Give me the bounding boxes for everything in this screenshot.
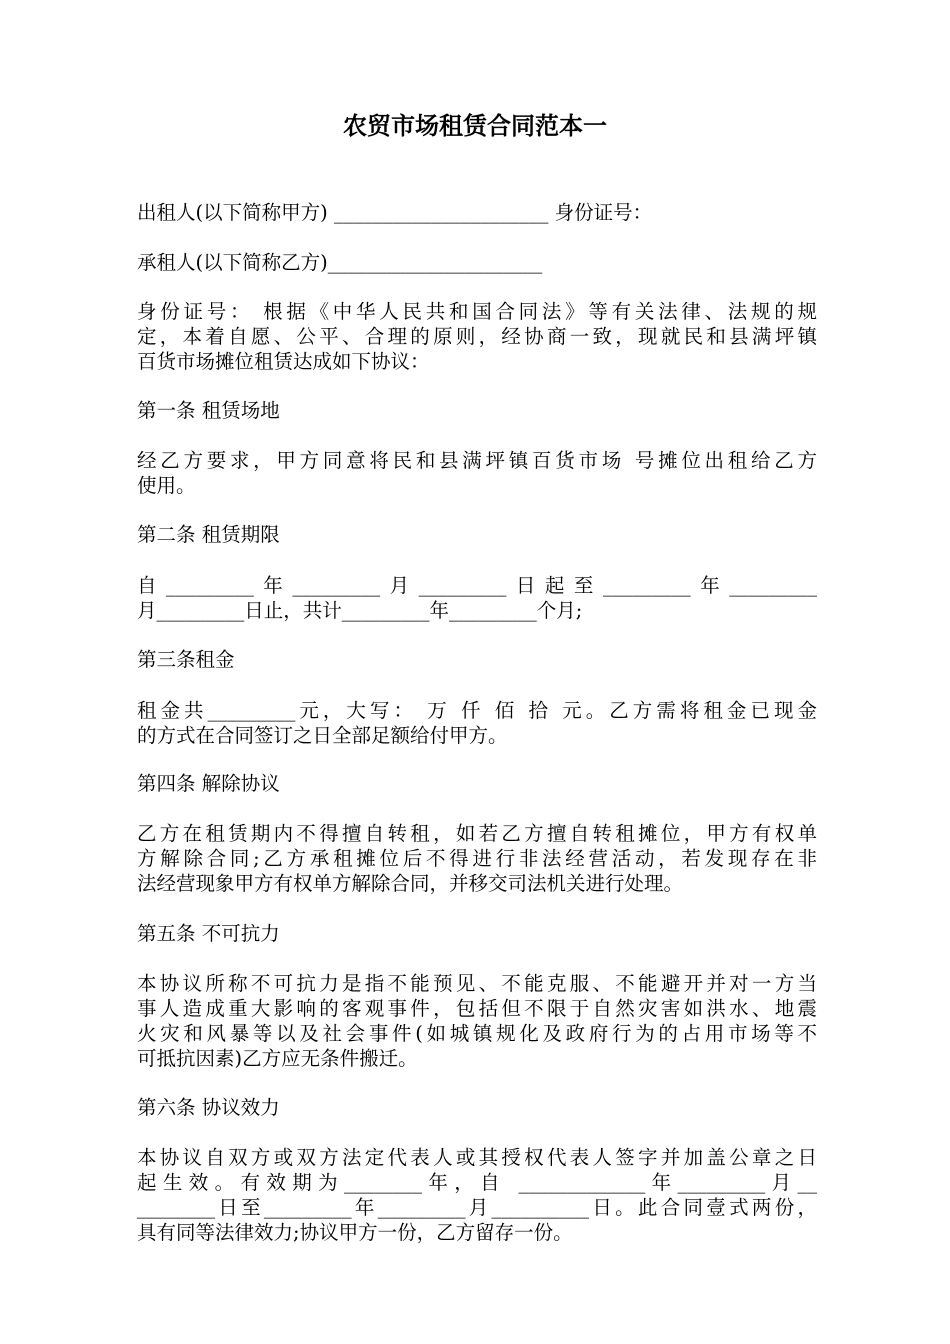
article4-heading-text: 第四条 解除协议 (137, 772, 280, 795)
article3-heading (137, 647, 817, 672)
article2-line-1: 自_________年_________月_________日起至_________年_________ (137, 574, 817, 597)
article5-body (137, 971, 817, 1071)
article2-heading (137, 522, 817, 547)
article6-heading (137, 1095, 817, 1120)
article1-line-2: 使用。 (137, 474, 196, 497)
article4-body (137, 821, 817, 896)
intro-paragraph (137, 299, 817, 374)
article3-line-2: 的方式在合同签订之日全部足额给付甲方。 (137, 724, 508, 747)
article4-line-3: 法经营现象甲方有权单方解除合同，并移交司法机关进行处理。 (137, 872, 684, 895)
article6-line-2: 起生效。有效期为________年，自 _____________年_________月__ (137, 1171, 817, 1194)
article5-heading (137, 921, 817, 946)
article6-line-1: 本协议自双方或双方法定代表人或其授权代表人签字并加盖公章之日 (137, 1146, 817, 1169)
article1-heading (137, 398, 817, 423)
intro-line-1: 身份证号： 根据《中华人民共和国合同法》等有关法律、法规的规 (137, 300, 817, 323)
article6-line-4: 具有同等法律效力;协议甲方一份，乙方留存一份。 (137, 1221, 573, 1244)
article3-heading-text: 第三条租金 (137, 648, 235, 671)
article1-line-1: 经乙方要求，甲方同意将民和县满坪镇百货市场 号摊位出租给乙方 (137, 449, 817, 472)
article6-heading-text: 第六条 协议效力 (137, 1096, 280, 1119)
article2-heading-text: 第二条 租赁期限 (137, 523, 280, 546)
article5-line-2: 事人造成重大影响的客观事件，包括但不限于自然灾害如洪水、地震 (137, 997, 817, 1020)
article2-body (137, 573, 817, 623)
article3-body (137, 698, 817, 748)
article4-heading (137, 771, 817, 796)
lessor-line (137, 200, 817, 225)
article6-body (137, 1145, 817, 1245)
intro-line-3: 百货市场摊位租赁达成如下协议： (137, 350, 430, 373)
lessee-text: 承租人(以下简称乙方)______________________ (137, 251, 543, 274)
document-title: 农贸市场租赁合同范本一 (343, 112, 607, 140)
intro-line-2: 定，本着自愿、公平、合理的原则，经协商一致，现就民和县满坪镇 (137, 325, 817, 348)
lessee-line (137, 250, 817, 275)
article5-heading-text: 第五条 不可抗力 (137, 922, 280, 945)
article1-body (137, 448, 817, 498)
article5-line-3: 火灾和风暴等以及社会事件(如城镇规化及政府行为的占用市场等不 (137, 1022, 817, 1045)
article4-line-2: 方解除合同;乙方承租摊位后不得进行非法经营活动，若发现存在非 (137, 847, 817, 870)
article4-line-1: 乙方在租赁期内不得擅自转租，如若乙方擅自转租摊位，甲方有权单 (137, 822, 817, 845)
article6-line-3: ________日至_________年_________月__________日。此合同壹式两份， (137, 1196, 817, 1219)
article2-line-2: 月_________日止，共计_________年_________个月; (137, 599, 583, 622)
lessor-text: 出租人(以下简称甲方) ______________________ 身份证号： (137, 201, 653, 224)
article5-line-1: 本协议所称不可抗力是指不能预见、不能克服、不能避开并对一方当 (137, 972, 817, 995)
article1-heading-text: 第一条 租赁场地 (137, 399, 280, 422)
article5-line-4: 可抵抗因素)乙方应无条件搬迁。 (137, 1047, 418, 1070)
article3-line-1: 租金共_________元，大写： 万 仟 佰 拾 元。乙方需将租金已现金 (137, 699, 817, 722)
